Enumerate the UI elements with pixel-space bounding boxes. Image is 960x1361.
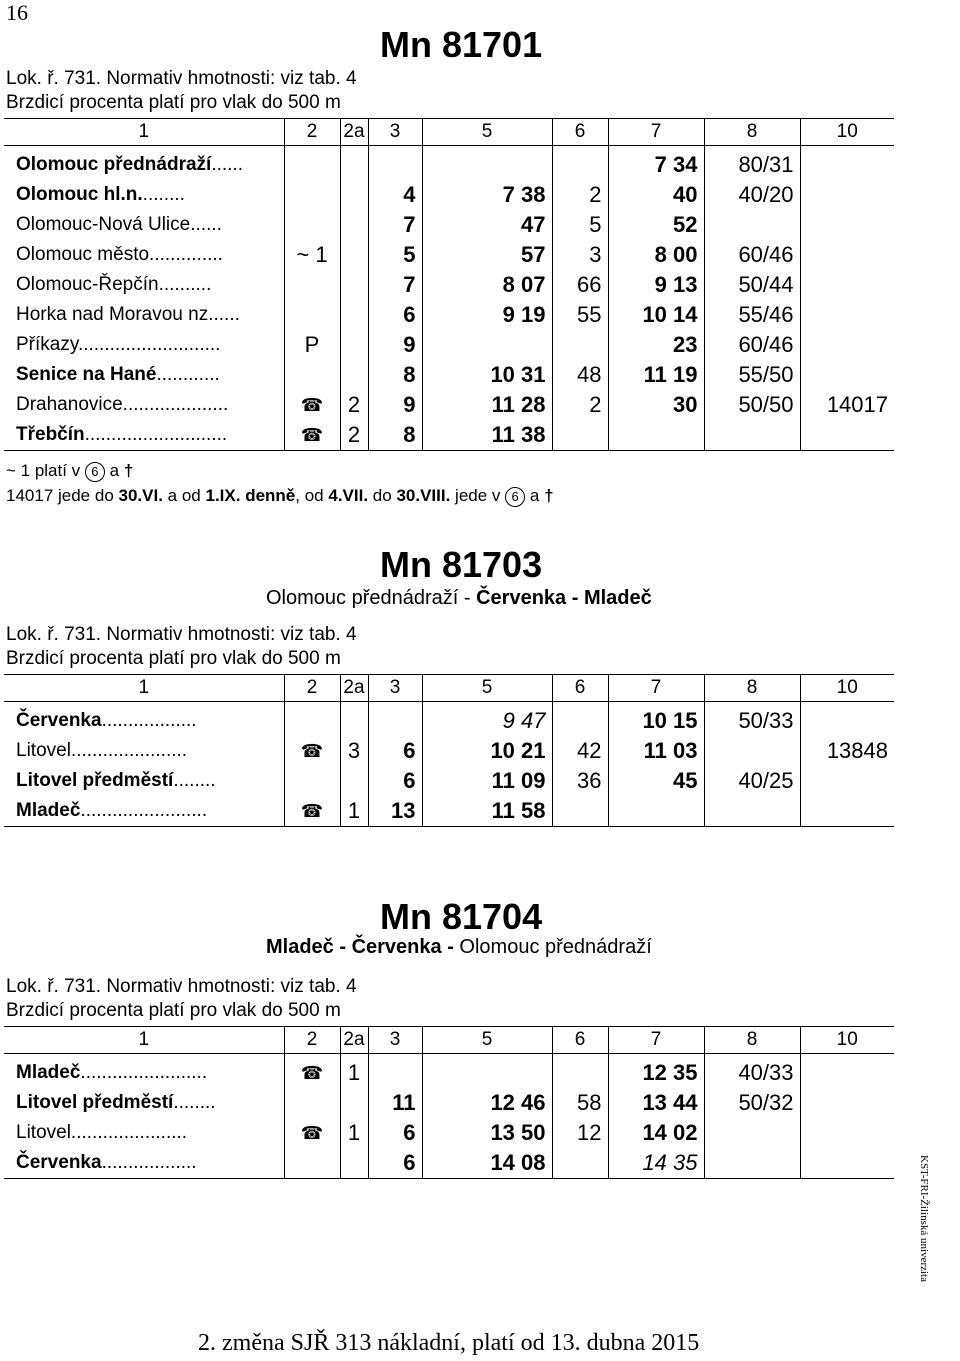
cell-col8 [704,210,800,240]
cell-col7: 9 13 [608,270,704,300]
cell-col8: 50/33 [704,706,800,736]
cell-col6: 42 [552,736,608,766]
route-text: Olomouc přednádraží [459,936,652,958]
station-cell [4,1118,284,1148]
cell-col10 [800,300,894,330]
col-header: 8 [704,119,800,146]
cell-col2a: 2 [340,420,368,451]
cell-col5: 14 08 [422,1148,552,1179]
loco-info: Lok. ř. 731. Normativ hmotnosti: viz tab. 4 [6,68,357,89]
col-header: 5 [422,119,552,146]
cell-col8 [704,1118,800,1148]
cell-col8: 50/44 [704,270,800,300]
cell-col2 [284,300,340,330]
cross-icon: † [123,461,134,480]
cell-col8: 40/25 [704,766,800,796]
side-watermark: KST-FRI-Žilinská univerzita [918,1155,930,1282]
cell-col8: 80/31 [704,150,800,180]
leader-dots: ...... [190,214,222,235]
station-name: Červenka [16,1152,102,1173]
station-name: Litovel předměstí [16,1092,174,1113]
note-date: 30.VIII. [396,486,451,505]
col-header: 2a [340,1027,368,1054]
note-date: 30.VI. [118,486,163,505]
station-name: Červenka [16,710,102,731]
cell-col10 [800,210,894,240]
cell-col2 [284,210,340,240]
cell-col3: 6 [368,766,422,796]
col-header: 1 [4,119,284,146]
cell-col5: 57 [422,240,552,270]
station-cell [4,420,284,451]
leader-dots: .............. [149,244,223,265]
cell-col7: 7 34 [608,150,704,180]
cell-col6 [552,420,608,451]
cell-col6 [552,1148,608,1179]
col-header: 7 [608,1027,704,1054]
cell-col5: 10 21 [422,736,552,766]
leader-dots: ........ [173,770,216,791]
station-cell [4,390,284,420]
notes-mn81701 [6,458,554,508]
cell-col2 [284,150,340,180]
leader-dots: .................... [122,394,229,415]
cell-col10 [800,1088,894,1118]
page-number: 16 [6,0,28,25]
cell-col2a [340,706,368,736]
col-header: 6 [552,119,608,146]
station-cell [4,1148,284,1179]
table-row [4,1118,894,1148]
leader-dots: ........................ [80,1062,208,1083]
cell-col3: 9 [368,390,422,420]
note-text: jede v [455,486,501,505]
note-text: denně [245,486,296,505]
col-header: 7 [608,119,704,146]
cell-col6: 58 [552,1088,608,1118]
cell-col2 [284,360,340,390]
cell-col2a: 1 [340,796,368,827]
cell-col6: 66 [552,270,608,300]
cell-col2a [340,240,368,270]
col-header: 3 [368,1027,422,1054]
cell-col5: 11 38 [422,420,552,451]
route-text: Mladeč - Červenka - [266,936,460,958]
phone-icon: ☎ [284,1118,340,1148]
cell-col7: 11 03 [608,736,704,766]
route-text: Červenka - Mladeč [476,587,652,609]
table-row [4,1088,894,1118]
leader-dots: .......... [158,274,212,295]
cell-col7: 11 19 [608,360,704,390]
cell-col2a [340,1148,368,1179]
cell-col8: 40/20 [704,180,800,210]
cell-col3: 4 [368,180,422,210]
section-title-mn81703: Mn 81703 [380,544,543,585]
station-cell [4,706,284,736]
cell-col6: 3 [552,240,608,270]
cell-col3: 8 [368,420,422,451]
cell-col10: 14017 [826,392,888,417]
cell-col7: 13 44 [608,1088,704,1118]
cell-col5: 11 28 [422,390,552,420]
col-header: 1 [4,675,284,702]
cell-col8: 40/33 [704,1058,800,1088]
note-text: a od [167,486,201,505]
station-name: Třebčín [16,424,85,445]
cell-col5: 13 50 [422,1118,552,1148]
cell-col10 [800,360,894,390]
header-row [4,675,894,702]
cell-col2a: 1 [340,1118,368,1148]
cell-col8: 55/46 [704,300,800,330]
note-2 [6,483,554,508]
cell-col6: 48 [552,360,608,390]
cell-col10 [800,1148,894,1179]
col-header: 2a [340,119,368,146]
table-row [4,706,894,736]
cell-col8: 60/46 [704,330,800,360]
cell-col6 [552,706,608,736]
cell-col2a [340,300,368,330]
leader-dots: ........................... [77,334,221,355]
phone-icon: ☎ [284,736,340,766]
header-row [4,119,894,146]
table-row [4,270,894,300]
cell-col10 [800,706,894,736]
cell-col8: 55/50 [704,360,800,390]
station-cell [4,300,284,330]
table-row [4,180,894,210]
cell-col6: 12 [552,1118,608,1148]
day-6-icon: 6 [505,487,525,507]
station-cell [4,330,284,360]
leader-dots: ............ [156,364,220,385]
cell-col10 [800,420,894,451]
table-row [4,390,894,420]
phone-icon: ☎ [284,390,340,420]
timetable-mn81701 [4,118,894,451]
section-title-mn81701: Mn 81701 [380,24,543,65]
cell-col6: 5 [552,210,608,240]
cell-col6 [552,1058,608,1088]
note-text: 14017 jede do [6,486,114,505]
cell-col2 [284,766,340,796]
cell-col10 [800,796,894,827]
cell-col3: 8 [368,360,422,390]
cell-col6 [552,150,608,180]
route-text: Olomouc přednádraží - [266,587,477,609]
station-name: Drahanovice [16,394,123,415]
table-row [4,360,894,390]
cell-col5 [422,1058,552,1088]
leader-dots: ........................ [80,800,208,821]
note-text: ~ 1 platí v [6,461,81,480]
table-row [4,766,894,796]
col-header: 3 [368,119,422,146]
cell-col8 [704,1148,800,1179]
leader-dots: .................. [101,710,197,731]
leader-dots: .................. [101,1152,197,1173]
station-cell [4,1088,284,1118]
cell-col10 [800,766,894,796]
cell-col2a [340,766,368,796]
leader-dots: ...... [208,304,240,325]
station-cell [4,1058,284,1088]
cell-col5 [422,150,552,180]
brake-info: Brzdicí procenta platí pro vlak do 500 m [6,92,341,113]
cell-col3: 6 [368,300,422,330]
cell-col6: 36 [552,766,608,796]
table-row [4,240,894,270]
cell-col2a [340,210,368,240]
note-date: 1.IX. [205,486,241,505]
station-name: Litovel [16,1122,71,1143]
timetable-mn81703 [4,674,894,827]
station-name: Olomouc město [16,244,150,265]
cell-col5: 47 [422,210,552,240]
cell-col3: 6 [368,1148,422,1179]
cross-icon: † [544,486,554,505]
station-name: Senice na Hané [16,364,157,385]
table-row [4,300,894,330]
station-cell [4,736,284,766]
brake-info: Brzdicí procenta platí pro vlak do 500 m [6,648,341,669]
note-text: do [372,486,392,505]
station-name: Olomouc-Řepčín [16,274,159,295]
cell-col7: 12 35 [608,1058,704,1088]
phone-icon: ☎ [284,796,340,827]
cell-col2 [284,1088,340,1118]
table-row [4,150,894,180]
loco-info: Lok. ř. 731. Normativ hmotnosti: viz tab. 4 [6,976,357,997]
cell-col8 [704,420,800,451]
cell-col8: 60/46 [704,240,800,270]
cell-col7: 30 [608,390,704,420]
cell-col5: 9 47 [422,706,552,736]
station-cell [4,360,284,390]
col-header: 2a [340,675,368,702]
phone-icon: ☎ [284,1058,340,1088]
cell-col5: 11 58 [422,796,552,827]
station-name: Mladeč [16,800,81,821]
cell-col2a [340,1088,368,1118]
table-row [4,420,894,451]
col-header: 10 [800,119,894,146]
cell-col2 [284,270,340,300]
station-cell [4,240,284,270]
cell-col2: P [284,330,340,360]
cell-col7: 8 00 [608,240,704,270]
cell-col7: 10 14 [608,300,704,330]
note-date: 4.VII. [328,486,369,505]
col-header: 2 [284,1027,340,1054]
cell-col7: 45 [608,766,704,796]
col-header: 6 [552,1027,608,1054]
col-header: 2 [284,675,340,702]
col-header: 6 [552,675,608,702]
cell-col2a: 1 [340,1058,368,1088]
cell-col2 [284,180,340,210]
cell-col5 [422,330,552,360]
cell-col7 [608,796,704,827]
cell-col2a: 3 [340,736,368,766]
leader-dots: ...................... [70,740,188,761]
cell-col10 [800,150,894,180]
col-header: 5 [422,675,552,702]
table-row [4,796,894,827]
header-row [4,1027,894,1054]
col-header: 3 [368,675,422,702]
cell-col3: 13 [368,796,422,827]
cell-col3 [368,150,422,180]
cell-col2a: 2 [340,390,368,420]
table-row [4,210,894,240]
cell-col2: ~ 1 [284,240,340,270]
cell-col10 [800,1058,894,1088]
cell-col3: 11 [368,1088,422,1118]
cell-col3 [368,706,422,736]
station-name: Příkazy [16,334,78,355]
cell-col2a [340,270,368,300]
cell-col5: 10 31 [422,360,552,390]
cell-col6: 2 [552,180,608,210]
brake-info: Brzdicí procenta platí pro vlak do 500 m [6,1000,341,1021]
cell-col8 [704,796,800,827]
leader-dots: ........................... [84,424,228,445]
col-header: 2 [284,119,340,146]
cell-col2a [340,330,368,360]
cell-col3 [368,1058,422,1088]
cell-col8: 50/50 [704,390,800,420]
col-header: 5 [422,1027,552,1054]
station-cell [4,766,284,796]
cell-col10 [800,1118,894,1148]
cell-col2 [284,706,340,736]
cell-col5: 8 07 [422,270,552,300]
station-name: Horka nad Moravou nz [16,304,209,325]
leader-dots: ...... [211,154,243,175]
loco-info: Lok. ř. 731. Normativ hmotnosti: viz tab. 4 [6,624,357,645]
cell-col2a [340,150,368,180]
cell-col7: 52 [608,210,704,240]
station-name: Olomouc-Nová Ulice [16,214,191,235]
cell-col10: 13848 [826,738,888,763]
cell-col7: 14 02 [608,1118,704,1148]
cell-col6 [552,796,608,827]
cell-col3: 7 [368,210,422,240]
note-text: a [109,461,120,480]
table-row [4,736,894,766]
cell-col5: 11 09 [422,766,552,796]
col-header: 8 [704,675,800,702]
cell-col3: 5 [368,240,422,270]
cell-col10 [800,240,894,270]
cell-col2 [284,1148,340,1179]
cell-col10 [800,270,894,300]
cell-col6: 55 [552,300,608,330]
cell-col10 [800,180,894,210]
cell-col7: 10 15 [608,706,704,736]
cell-col5: 9 19 [422,300,552,330]
station-cell [4,796,284,827]
route-mn81703 [266,587,652,610]
cell-col5: 12 46 [422,1088,552,1118]
table-row [4,1148,894,1179]
cell-col10 [800,330,894,360]
cell-col3: 6 [368,736,422,766]
leader-dots: ........ [173,1092,216,1113]
note-1 [6,458,554,483]
table-row [4,1058,894,1088]
col-header: 10 [800,675,894,702]
section-title-mn81704: Mn 81704 [380,896,543,937]
timetable-mn81704 [4,1026,894,1179]
cell-col6: 2 [552,390,608,420]
station-name: Olomouc přednádraží [16,154,212,175]
cell-col3: 6 [368,1118,422,1148]
station-cell [4,270,284,300]
day-6-icon: 6 [85,462,105,482]
cell-col8: 50/32 [704,1088,800,1118]
station-name: Litovel předměstí [16,770,174,791]
station-name: Mladeč [16,1062,81,1083]
col-header: 7 [608,675,704,702]
table-row [4,330,894,360]
cell-col2a [340,180,368,210]
cell-col7: 40 [608,180,704,210]
cell-col2a [340,360,368,390]
phone-icon: ☎ [284,420,340,451]
col-header: 10 [800,1027,894,1054]
cell-col6 [552,330,608,360]
col-header: 8 [704,1027,800,1054]
station-name: Olomouc hl.n. [16,184,143,205]
leader-dots: ........ [142,184,185,205]
cell-col7: 14 35 [608,1148,704,1179]
cell-col7: 23 [608,330,704,360]
station-cell [4,180,284,210]
route-mn81704 [266,936,652,959]
note-text: , od [295,486,324,505]
station-cell [4,150,284,180]
cell-col5: 7 38 [422,180,552,210]
cell-col3: 7 [368,270,422,300]
station-name: Litovel [16,740,71,761]
cell-col3: 9 [368,330,422,360]
cell-col8 [704,736,800,766]
station-cell [4,210,284,240]
footer-note: 2. změna SJŘ 313 nákladní, platí od 13. dubna 2015 [198,1330,700,1356]
col-header: 1 [4,1027,284,1054]
cell-col7 [608,420,704,451]
leader-dots: ...................... [70,1122,188,1143]
note-text: a [529,486,540,505]
